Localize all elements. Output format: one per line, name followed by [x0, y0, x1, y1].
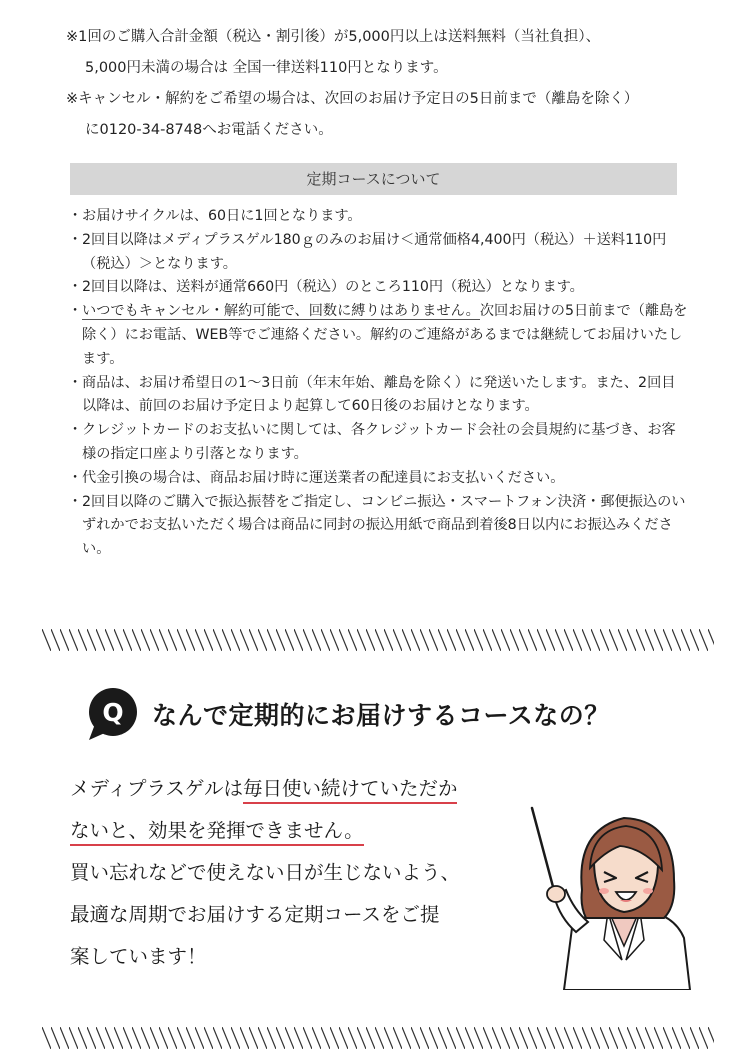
stripe-divider	[42, 1027, 714, 1049]
list-item	[68, 419, 688, 467]
list-item	[68, 205, 688, 229]
answer-highlight: 毎日使い続けていただか	[243, 777, 458, 804]
list-item	[68, 467, 688, 491]
note-line: に0120-34-8748へお電話ください。	[85, 122, 333, 138]
shipping-notes	[66, 22, 706, 146]
badge-letter: Q	[102, 698, 124, 727]
list-item-text: 2回目以降のご購入で振込振替をご指定し、コンビニ振込・スマートフォン決済・郵便振込のいずれかでお支払いただく場合は商品に同封の振込用紙で商品到着後8日以内にお振込みください。	[82, 493, 686, 558]
note-line: ※1回のご購入合計金額（税込・割引後）が5,000円以上は送料無料（当社負担）、	[66, 29, 601, 45]
section-header	[70, 163, 677, 195]
list-item-text: 商品は、お届け希望日の1〜3日前（年末年始、離島を除く）に発送いたします。また、2回目以降は、前回のお届け予定日より起算して60日後のお届けとなります。	[82, 374, 676, 415]
answer-line: 案しています！	[70, 945, 207, 968]
list-item	[68, 372, 688, 420]
doctor-with-pointer-icon	[524, 790, 694, 990]
answer-line	[70, 810, 540, 852]
bullet-mark: ・	[68, 422, 83, 439]
list-item-text: クレジットカードのお支払いに関しては、各クレジットカード会社の会員規約に基づき、お客様の指定口座より引落となります。	[82, 422, 676, 462]
bullet-mark: ・	[68, 303, 83, 320]
stripe-divider	[42, 629, 714, 651]
faq-answer	[70, 768, 540, 978]
list-item	[68, 229, 688, 277]
list-item	[68, 491, 688, 562]
course-terms-list	[68, 205, 688, 562]
list-item-text-rest: 次回お届けの5日前まで（離島を除く）にお電話、WEB等でご連絡ください。解約のご連絡があるまでは継続してお届けいたします。	[82, 303, 688, 367]
faq-question	[85, 686, 705, 744]
list-item-text: 2回目以降はメディプラスゲル180ｇのみのお届け＜通常価格4,400円（税込）＋送料110円（税込）＞となります。	[82, 231, 667, 272]
list-item-text: 代金引換の場合は、商品お届け時に運送業者の配達員にお支払いください。	[82, 469, 565, 486]
stripe-pattern	[42, 629, 714, 651]
bullet-mark: ・	[68, 374, 83, 391]
note-line: 5,000円未満の場合は 全国一律送料110円となります。	[85, 60, 448, 76]
answer-highlight: ないと、効果を発揮できません。	[70, 819, 364, 846]
answer-text: メディプラスゲルは	[70, 777, 243, 800]
note-line: ※キャンセル・解約をご希望の場合は、次回のお届け予定日の5日前まで（離島を除く）	[66, 91, 639, 107]
question-title: なんで定期的にお届けするコースなの？	[152, 701, 610, 730]
answer-line	[70, 768, 540, 810]
question-badge-icon	[85, 686, 143, 744]
answer-line: 最適な周期でお届けする定期コースをご提	[70, 903, 440, 926]
answer-line: 買い忘れなどで使えない日が生じないよう、	[70, 861, 461, 884]
bullet-mark: ・	[68, 231, 83, 248]
list-item-text	[82, 300, 688, 371]
list-item-text: お届けサイクルは、60日に1回となります。	[82, 208, 362, 224]
bullet-mark: ・	[68, 208, 83, 224]
section-title: 定期コースについて	[306, 170, 441, 188]
bullet-mark: ・	[68, 493, 83, 510]
bullet-mark: ・	[68, 279, 83, 296]
list-item-text: 2回目以降は、送料が通常660円（税込）のところ110円（税込）となります。	[82, 279, 584, 296]
list-item	[68, 300, 688, 371]
stripe-pattern	[42, 1027, 714, 1049]
list-item	[68, 276, 688, 300]
cancellation-highlight: いつでもキャンセル・解約可能で、回数に縛りはありません。	[82, 303, 480, 320]
bullet-mark: ・	[68, 469, 83, 486]
